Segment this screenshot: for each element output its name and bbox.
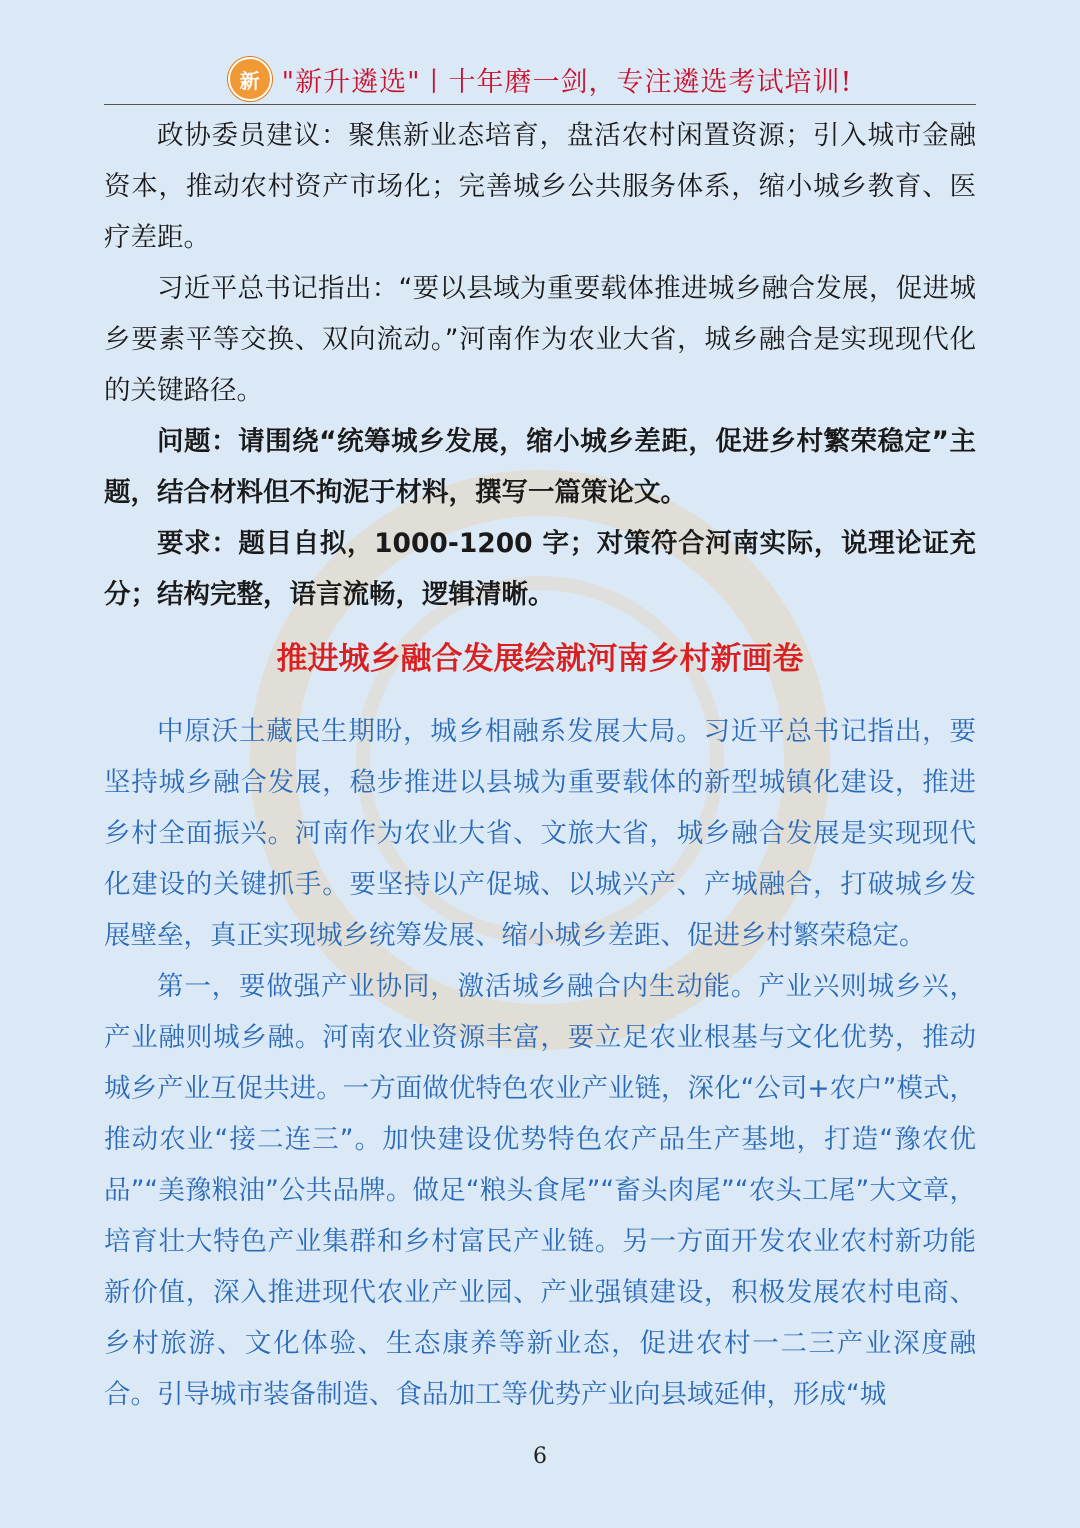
brand-logo (228, 57, 272, 101)
question-paragraph: 问题：请围绕“统筹城乡发展，缩小城乡差距，促进乡村繁荣稳定”主题，结合材料但不拘泥于材料，撰写一篇策论文。 (104, 426, 976, 508)
material-section (104, 110, 976, 620)
essay-body (104, 706, 976, 1420)
page-header (104, 54, 976, 105)
essay-paragraph: 中原沃土藏民生期盼，城乡相融系发展大局。习近平总书记指出，要坚持城乡融合发展，稳步推进以县城为重要载体的新型城镇化建设，推进乡村全面振兴。河南作为农业大省、文旅大省，城乡融合发展是实现现代化建设的关键抓手。要坚持以产促城、以城兴产、产城融合，打破城乡发展壁垒，真正实现城乡统筹发展、缩小城乡差距、促进乡村繁荣稳定。 (104, 716, 976, 951)
essay-paragraph: 第一，要做强产业协同，激活城乡融合内生动能。产业兴则城乡兴，产业融则城乡融。河南农业资源丰富，要立足农业根基与文化优势，推动城乡产业互促共进。一方面做优特色农业产业链，深化“公司+农户”模式，推动农业“接二连三”。加快建设优势特色农产品生产基地，打造“豫农优品”“美豫粮油”公共品牌。做足“粮头食尾”“畜头肉尾”“农头工尾”大文章，培育壮大特色产业集群和乡村富民产业链。另一方面开发农业农村新功能新价值，深入推进现代农业产业园、产业强镇建设，积极发展农村电商、乡村旅游、文化体验、生态康养等新业态，促进农村一二三产业深度融合。引导城市装备制造、食品加工等优势产业向县域延伸，形成“城 (104, 971, 976, 1410)
material-paragraph: 政协委员建议：聚焦新业态培育，盘活农村闲置资源；引入城市金融资本，推动农村资产市场化；完善城乡公共服务体系，缩小城乡教育、医疗差距。 (104, 120, 976, 253)
page-number: 6 (533, 1444, 547, 1469)
logo-glyph: 新 (239, 68, 260, 93)
essay-title: 推进城乡融合发展绘就河南乡村新画卷 (276, 641, 804, 677)
material-paragraph: 习近平总书记指出：“要以县域为重要载体推进城乡融合发展，促进城乡要素平等交换、双向流动。”河南作为农业大省，城乡融合是实现现代化的关键路径。 (104, 273, 976, 406)
requirement-paragraph: 要求：题目自拟，1000-1200 字；对策符合河南实际，说理论证充分；结构完整，语言流畅，逻辑清晰。 (104, 528, 976, 610)
header-slogan: "新升遴选"丨十年磨一剑，专注遴选考试培训! (281, 66, 853, 98)
